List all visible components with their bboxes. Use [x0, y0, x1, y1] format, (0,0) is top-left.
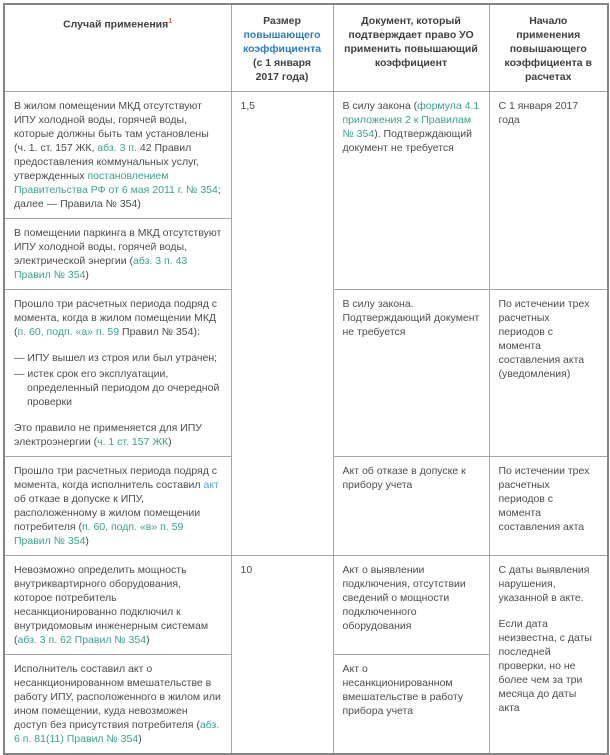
paragraph [343, 464, 480, 492]
text-run: ) [138, 733, 142, 745]
paragraph [499, 99, 599, 127]
text-run: Исполнитель составил акт о несанкционированном вмешательстве в работу ИПУ, расположенного в жилом или ином помещении, куда невозможен доступ без присутствия потребителя ( [14, 663, 221, 731]
paragraph [499, 297, 599, 381]
list-item [14, 367, 222, 409]
table-row [4, 92, 608, 219]
text-run: — истек срок его эксплуатации, определенный периодом до очередной проверки [14, 368, 220, 408]
paragraph [499, 563, 599, 605]
paragraph [343, 297, 480, 339]
paragraph [241, 14, 324, 84]
header-start-column [489, 4, 608, 92]
header-document-column [333, 4, 489, 92]
text-run: Размер [263, 15, 301, 27]
coefficient-table [3, 3, 609, 755]
header-coefficient-column [231, 4, 333, 92]
start-cell-4 [489, 556, 608, 755]
document-cell-3 [333, 457, 489, 556]
text-run: Акт о несанкционированном вмешательстве в работу прибора учета [342, 663, 464, 717]
text-run: Акт об отказе в допуске к прибору учета [342, 465, 466, 491]
inline-link[interactable]: абз. 3 п. 62 Правил № 354 [17, 634, 147, 646]
paragraph [14, 297, 222, 339]
document-cell-1 [333, 92, 489, 290]
list-item [14, 351, 222, 365]
paragraph [343, 662, 480, 718]
inline-link[interactable]: абз. 3 п. [97, 142, 137, 154]
text-run: Невозможно определить мощность внутриквартирного оборудования, которое потребитель несанкционированно подключил к внутридомовым инженерным системам ( [14, 564, 209, 646]
text-run: В силу закона. Подтверждающий документ не требуется [342, 298, 480, 338]
inline-link[interactable]: ч. 1 ст. 157 ЖК [97, 436, 169, 448]
text-run: ) [146, 634, 150, 646]
text-run: Это правило не применяется для ИПУ электроэнергии ( [14, 422, 202, 448]
paragraph [14, 99, 222, 211]
inline-link[interactable]: постановлением Правительства РФ от 6 мая 2011 г. № 354 [14, 170, 218, 196]
text-run: Если дата неизвестна, с даты последней проверки, но не более чем за три месяца до даты акта [498, 618, 592, 714]
text-run: Начало применения повышающего коэффициента в расчетах [504, 15, 592, 83]
text-run: В силу закона ( [342, 100, 418, 112]
start-cell-2 [489, 290, 608, 457]
inline-link[interactable]: формула 4.1 приложения 2 к Правилам № 354 [342, 100, 480, 140]
case-cell-1 [4, 92, 231, 219]
text-run: Прошло три расчетных периода подряд с момента, когда исполнитель составил [14, 465, 218, 491]
text-run: По истечении трех расчетных периодов с момента составления акта [498, 465, 590, 533]
text-run: ) [85, 269, 89, 281]
table-header-row [4, 4, 608, 92]
paragraph [499, 464, 599, 534]
text-run: ; далее — Правила № 354) [14, 184, 221, 210]
inline-link[interactable]: п. 60, подп. «а» п. 59 [17, 326, 120, 338]
table-row [4, 556, 608, 655]
paragraph [14, 14, 222, 32]
header-case-column [4, 4, 231, 92]
paragraph [499, 617, 599, 715]
start-cell-3 [489, 457, 608, 556]
text-run: ) [85, 535, 89, 547]
text-run: Прошло три расчетных периода подряд с момента, когда в жилом помещении МКД ( [14, 298, 218, 338]
text-run: (с 1 января 2017 года) [252, 57, 312, 83]
text-run: В жилом помещении МКД отсутствуют ИПУ холодной воды, горячей воды, которые должны быть там установлены (ч. 1. ст. 157 ЖК, [14, 100, 209, 154]
paragraph [14, 226, 222, 282]
text-run: 1,5 [240, 100, 256, 112]
case-cell-3 [4, 290, 231, 457]
paragraph [14, 421, 222, 449]
paragraph [343, 563, 480, 633]
paragraph [343, 99, 480, 155]
case-cell-2 [4, 219, 231, 290]
case-cell-6 [4, 655, 231, 755]
case-cell-4 [4, 457, 231, 556]
text-run: 42 Правил предоставления коммунальных услуг, утвержденных [14, 142, 199, 182]
paragraph [14, 464, 222, 548]
text-run: — ИПУ вышел из строя или был утрачен; [14, 352, 218, 364]
text-run: С даты выявления нарушения, указанной в акте. [498, 564, 590, 604]
document-cell-4 [333, 556, 489, 655]
text-run: По истечении трех расчетных периодов с момента составления акта (уведомления) [498, 298, 590, 380]
inline-link[interactable]: повышающего коэффициента [242, 29, 322, 55]
text-run: Правил № 354): [119, 326, 200, 338]
text-run: 10 [240, 564, 253, 576]
inline-link[interactable]: абз. 3 п. 43 Правил № 354 [14, 255, 188, 281]
text-run: об отказе в допуске к ИПУ, расположенному в жилом помещении потребителя ( [14, 493, 201, 533]
paragraph [241, 563, 324, 577]
paragraph [343, 14, 480, 70]
text-run: ). Подтверждающий документ не требуется [342, 128, 472, 154]
paragraph [14, 662, 222, 746]
paragraph [241, 99, 324, 113]
text-run: Акт о выявлении подключения, отсутствии сведений о мощности подключенного оборудования [342, 564, 466, 632]
inline-link[interactable]: абз. 6 п. 81(11) Правил № 354 [14, 719, 220, 745]
inline-link[interactable]: п. 60, подп. «в» п. 59 Правил № 354 [14, 521, 184, 547]
document-cell-5 [333, 655, 489, 755]
paragraph [499, 14, 599, 84]
text-run: В помещении паркинга в МКД отсутствуют ИПУ холодной воды, горячей воды, электрической энергии ( [14, 227, 222, 267]
paragraph [14, 563, 222, 647]
start-cell-1 [489, 92, 608, 290]
text-run: ) [168, 436, 172, 448]
document-cell-2 [333, 290, 489, 457]
text-run: С 1 января 2017 года [498, 100, 579, 126]
coefficient-cell-10 [231, 556, 333, 755]
text-run: Документ, который подтверждает право УО применить повышающий коэффициент [344, 15, 478, 69]
inline-link[interactable]: акт [203, 479, 219, 491]
case-cell-5 [4, 556, 231, 655]
footnote-marker: 1 [168, 16, 173, 25]
coefficient-cell-15 [231, 92, 333, 556]
text-run: Случай применения [63, 18, 169, 31]
